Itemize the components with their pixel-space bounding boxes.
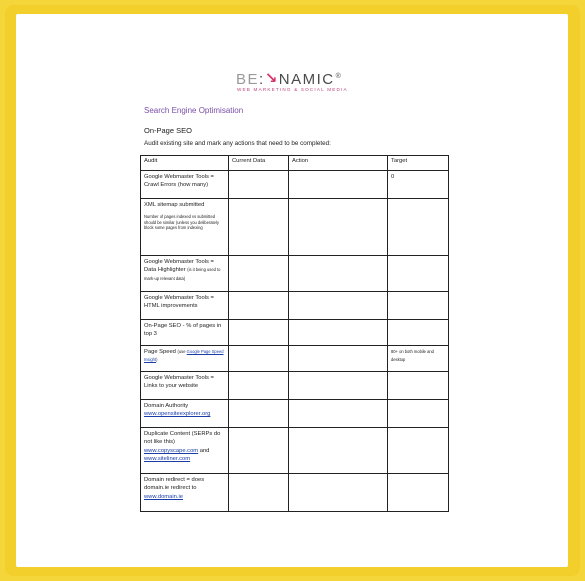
target-cell <box>388 199 449 256</box>
target-cell <box>388 346 449 372</box>
audit-cell <box>141 320 229 346</box>
page-speed-link[interactable]: Google Page Speed Insight <box>144 349 224 363</box>
action-cell[interactable] <box>289 320 388 346</box>
target-cell <box>388 372 449 400</box>
table-row <box>141 171 449 199</box>
sub-title: On-Page SEO <box>144 126 192 135</box>
domain-link[interactable]: www.domain.ie <box>144 493 183 500</box>
target-cell: 0 <box>388 171 449 199</box>
table-row <box>141 428 449 474</box>
audit-cell <box>141 292 229 320</box>
target-value: 80+ on both mobile and desktop <box>391 349 434 363</box>
audit-label: Google Webmaster Tools = HTML improvements <box>144 295 214 310</box>
header-action: Action <box>289 156 388 171</box>
audit-label: Domain redirect = does domain.ie redirect to <box>144 477 205 492</box>
audit-cell <box>141 256 229 292</box>
action-cell[interactable] <box>289 256 388 292</box>
logo-registered-mark: ® <box>335 73 343 80</box>
action-cell[interactable] <box>289 346 388 372</box>
header-audit: Audit <box>141 156 229 171</box>
action-cell[interactable] <box>289 171 388 199</box>
target-cell <box>388 320 449 346</box>
logo-rest: NAMIC <box>278 71 335 88</box>
current-data-cell[interactable] <box>229 256 289 292</box>
table-row <box>141 474 449 512</box>
table-row <box>141 400 449 428</box>
seo-audit-table <box>140 155 449 512</box>
current-data-cell[interactable] <box>229 320 289 346</box>
current-data-cell[interactable] <box>229 400 289 428</box>
header-current-data: Current Data <box>229 156 289 171</box>
action-cell[interactable] <box>289 400 388 428</box>
audit-label: XML sitemap submitted <box>144 202 205 208</box>
instructions-text: Audit existing site and mark any actions that need to be completed: <box>144 140 331 147</box>
audit-label: Page Speed <box>144 349 176 355</box>
current-data-cell[interactable] <box>229 474 289 512</box>
section-title: Search Engine Optimisation <box>144 106 244 115</box>
current-data-cell[interactable] <box>229 372 289 400</box>
current-data-cell[interactable] <box>229 346 289 372</box>
action-cell[interactable] <box>289 474 388 512</box>
current-data-cell[interactable] <box>229 199 289 256</box>
logo-wordmark <box>236 70 342 88</box>
audit-cell <box>141 428 229 474</box>
opensiteexplorer-link[interactable]: www.opensiteexplorer.org <box>144 411 211 418</box>
company-logo <box>236 70 366 100</box>
target-cell <box>388 292 449 320</box>
table-row <box>141 292 449 320</box>
logo-be: BE <box>236 71 260 88</box>
target-cell <box>388 400 449 428</box>
audit-label: On-Page SEO - % of pages in top 3 <box>144 323 222 338</box>
action-cell[interactable] <box>289 428 388 474</box>
audit-cell <box>141 346 229 372</box>
table-row <box>141 199 449 256</box>
audit-cell <box>141 171 229 199</box>
audit-note-pre: (use <box>177 349 187 354</box>
action-cell[interactable] <box>289 199 388 256</box>
table-row <box>141 320 449 346</box>
audit-note-post: ) <box>156 357 158 363</box>
copyscape-link[interactable]: www.copyscape.com <box>144 447 199 454</box>
table-row <box>141 256 449 292</box>
target-cell <box>388 474 449 512</box>
audit-label: Domain Authority <box>144 403 189 409</box>
header-target: Target <box>388 156 449 171</box>
audit-joiner: and <box>198 447 210 454</box>
current-data-cell[interactable] <box>229 428 289 474</box>
action-cell[interactable] <box>289 292 388 320</box>
audit-label: Google Webmaster Tools = Crawl Errors (how many) <box>144 174 214 189</box>
logo-arrow-icon: ↘ <box>264 70 279 87</box>
audit-label: Google Webmaster Tools = Data Highlighter <box>144 259 214 274</box>
logo-tagline: WEB MARKETING & SOCIAL MEDIA <box>237 87 348 92</box>
audit-note: Number of pages indexed vs submitted should be similar (unless you deliberately block some pages from indexing <box>144 214 219 231</box>
action-cell[interactable] <box>289 372 388 400</box>
audit-cell <box>141 199 229 256</box>
table-row <box>141 372 449 400</box>
audit-label: Duplicate Content (SERPs do not like this) <box>144 431 221 446</box>
audit-label: Google Webmaster Tools = Links to your website <box>144 375 214 390</box>
table-header-row <box>141 156 449 171</box>
audit-cell <box>141 474 229 512</box>
audit-cell <box>141 372 229 400</box>
target-cell <box>388 428 449 474</box>
logo-separator: : <box>259 71 265 88</box>
current-data-cell[interactable] <box>229 171 289 199</box>
current-data-cell[interactable] <box>229 292 289 320</box>
audit-cell <box>141 400 229 428</box>
target-cell <box>388 256 449 292</box>
audit-note: (is it being used to mark-up relevant data) <box>144 267 221 281</box>
siteliner-link[interactable]: www.siteliner.com <box>144 456 191 463</box>
table-row <box>141 346 449 372</box>
